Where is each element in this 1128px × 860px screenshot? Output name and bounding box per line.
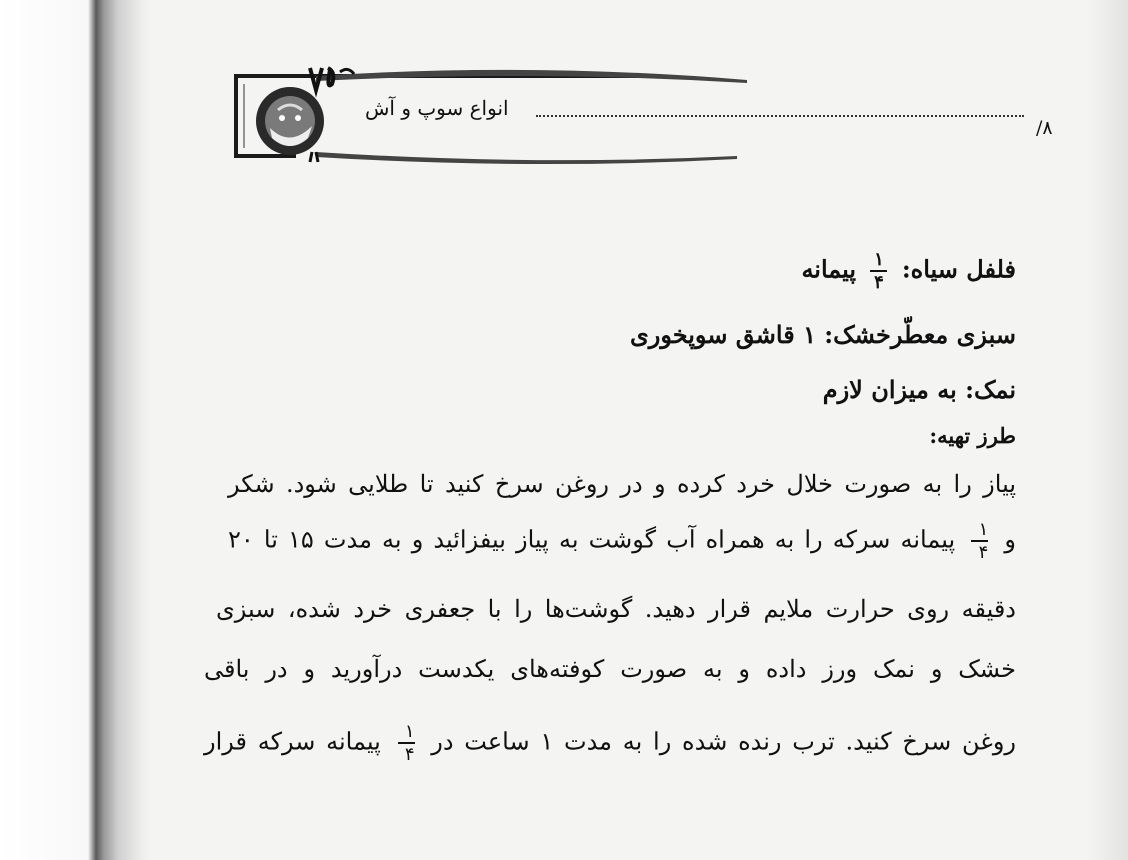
fraction-numerator: ۱ [978,519,989,540]
header-dotted-leader [536,115,1024,117]
line-2-prefix: و [1004,525,1017,554]
ingredient-dried-herbs: سبزی معطّرخشک: ۱ قاشق سوپخوری [629,320,1016,349]
line-5-suffix: پیمانه سرکه قرار [204,727,381,756]
fraction-denominator: ۴ [404,744,415,765]
book-gutter-shadow [0,0,150,860]
preparation-heading: طرز تهیه: [929,423,1016,448]
ingredient-salt: نمک: به میزان لازم [822,375,1016,404]
ingredient-unit: پیمانه [801,254,857,284]
fraction [398,722,415,764]
page-number: /۸ [1036,117,1053,139]
fraction [870,250,887,292]
fraction-denominator: ۴ [874,272,884,293]
preparation-line-1: پیاز را به صورت خلال خرد کرده و در روغن سرخ کنید تا طلایی شود. شکر [228,470,1016,498]
fraction-denominator: ۴ [978,542,989,563]
line-2-suffix: پیمانه سرکه را به همراه آب گوشت به پیاز بیفزائید و به مدت ۱۵ تا ۲۰ [228,525,956,554]
fraction-numerator: ۱ [874,249,884,270]
preparation-line-5 [204,722,1016,764]
fraction-numerator: ۱ [404,721,415,742]
preparation-line-2 [228,520,1016,562]
line-5-prefix: روغن سرخ کنید. ترب رنده شده را به مدت ۱ ساعت در [431,727,1016,756]
preparation-line-4: خشک و نمک ورز داده و به صورت کوفته‌های یکدست درآورید و در باقی [204,655,1016,683]
chapter-title: انواع سوپ و آش [365,96,509,120]
page-edge-shadow [1088,0,1128,860]
fraction [971,520,988,562]
ingredient-name: فلفل سیاه: [901,254,1016,284]
preparation-line-3: دقیقه روی حرارت ملایم قرار دهید. گوشت‌ها را با جعفری خرد شده، سبزی [216,595,1016,623]
ingredient-black-pepper [801,250,1016,292]
